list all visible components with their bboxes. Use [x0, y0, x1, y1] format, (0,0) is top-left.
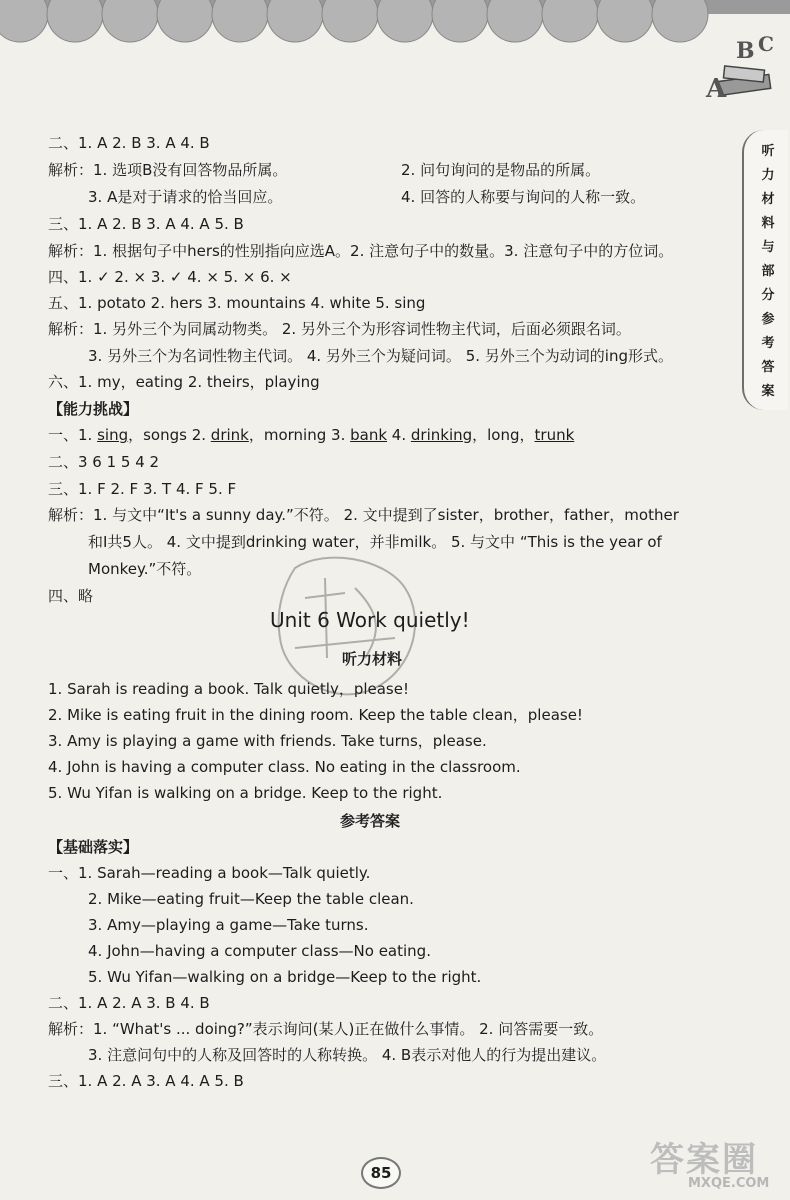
page-number: 85 — [361, 1157, 401, 1189]
side-tab-char: 答 — [761, 360, 775, 375]
listening-line: 5. Wu Yifan is walking on a bridge. Keep to the right. — [48, 784, 443, 802]
listening-line: 2. Mike is eating fruit in the dining room. Keep the table clean，please! — [48, 706, 583, 724]
side-tab-char: 料 — [761, 216, 775, 231]
answer-line: 三、1. A 2. B 3. A 4. A 5. B — [48, 215, 244, 233]
ability-text: 4. — [387, 426, 411, 444]
basic-answer-line: 2. Mike—eating fruit—Keep the table clean. — [88, 890, 414, 908]
side-section-tab — [742, 130, 788, 410]
side-tab-char: 听 — [761, 144, 775, 159]
side-tab-char: 部 — [761, 264, 775, 279]
analysis-line: 解析：1. 根据句子中hers的性别指向应选A。2. 注意句子中的数量。3. 注意句子中的方位词。 — [48, 242, 674, 260]
answer-line: 五、1. potato 2. hers 3. mountains 4. white 5. sing — [48, 294, 426, 312]
ability-underlined: bank — [350, 426, 388, 444]
ability-answer-line: 三、1. F 2. F 3. T 4. F 5. F — [48, 480, 237, 498]
listening-line: 3. Amy is playing a game with friends. Take turns，please. — [48, 732, 487, 750]
ability-heading: 【能力挑战】 — [48, 400, 139, 418]
answer-line: 六、1. my，eating 2. theirs，playing — [48, 373, 320, 391]
basic-answer-line: 5. Wu Yifan—walking on a bridge—Keep to the right. — [88, 968, 482, 986]
top-scallop-border — [0, 0, 790, 62]
listening-line: 1. Sarah is reading a book. Talk quietly，please! — [48, 680, 409, 698]
ability-underlined: drinking — [410, 426, 473, 444]
unit-title: Unit 6 Work quietly! — [270, 608, 470, 632]
site-watermark-url: MXQE.COM — [688, 1176, 770, 1191]
analysis-line: Monkey.”不符。 — [88, 560, 202, 578]
ability-underlined: trunk — [534, 426, 575, 444]
side-tab-char: 分 — [761, 288, 775, 303]
ability-underlined: sing — [97, 426, 129, 444]
analysis-line: 2. 问句询问的是物品的所属。 — [401, 161, 601, 179]
basic-answer-line: 3. Amy—playing a game—Take turns. — [88, 916, 369, 934]
ability-answer-line: 四、略 — [48, 587, 94, 605]
analysis-line: 3. 另外三个为名词性物主代词。 4. 另外三个为疑问词。 5. 另外三个为动词的ing形式。 — [88, 347, 673, 365]
basic-heading: 【基础落实】 — [48, 838, 139, 856]
logo-letter-c: C — [758, 32, 774, 56]
basic-answer-line: 一、1. Sarah—reading a book—Talk quietly. — [48, 864, 371, 882]
logo-letter-a: A — [706, 74, 727, 104]
analysis-line: 解析：1. 另外三个为同属动物类。 2. 另外三个为形容词性物主代词，后面必须跟名词。 — [48, 320, 631, 338]
analysis-line: 3. 注意问句中的人称及回答时的人称转换。 4. B表示对他人的行为提出建议。 — [88, 1046, 607, 1064]
side-tab-char: 材 — [761, 192, 775, 207]
ability-answer-line: 二、3 6 1 5 4 2 — [48, 453, 160, 471]
listening-heading: 听力材料 — [342, 650, 403, 668]
site-watermark: 答案圈 — [650, 1140, 758, 1180]
ability-text: 一、1. — [48, 426, 98, 444]
analysis-line: 3. A是对于请求的恰当回应。 — [88, 188, 283, 206]
side-tab-char: 考 — [761, 336, 775, 351]
ability-text: ，morning 3. — [248, 426, 351, 444]
analysis-line: 和I共5人。 4. 文中提到drinking water，并非milk。 5. 与文中 “This is the year of — [88, 533, 662, 551]
handwritten-stamp-mark — [265, 548, 435, 708]
answer-line: 四、1. ✓ 2. × 3. ✓ 4. × 5. × 6. × — [48, 268, 292, 286]
analysis-line: 解析：1. 与文中“It's a sunny day.”不符。 2. 文中提到了sister，brother，father，mother — [48, 506, 679, 524]
ability-text: ，songs 2. — [128, 426, 211, 444]
logo-letter-b: B — [736, 38, 755, 64]
side-tab-char: 参 — [761, 312, 775, 327]
answer-line: 二、1. A 2. B 3. A 4. B — [48, 134, 210, 152]
basic-answer-line: 二、1. A 2. A 3. B 4. B — [48, 994, 210, 1012]
listening-line: 4. John is having a computer class. No eating in the classroom. — [48, 758, 521, 776]
basic-answer-line: 三、1. A 2. A 3. A 4. A 5. B — [48, 1072, 244, 1090]
ability-answer-line — [48, 424, 574, 446]
analysis-line: 解析：1. “What's ... doing?”表示询问(某人)正在做什么事情。 2. 问答需要一致。 — [48, 1020, 604, 1038]
basic-answer-line: 4. John—having a computer class—No eating. — [88, 942, 431, 960]
ability-text: ，long， — [472, 426, 535, 444]
side-tab-char: 与 — [761, 240, 775, 255]
analysis-line: 解析：1. 选项B没有回答物品所属。 — [48, 161, 288, 179]
abc-books-logo — [700, 30, 780, 110]
analysis-line: 4. 回答的人称要与询问的人称一致。 — [401, 188, 646, 206]
side-tab-char: 案 — [761, 384, 775, 399]
ability-underlined: drink — [210, 426, 249, 444]
answers-heading: 参考答案 — [340, 812, 401, 830]
side-tab-char: 力 — [761, 168, 775, 183]
